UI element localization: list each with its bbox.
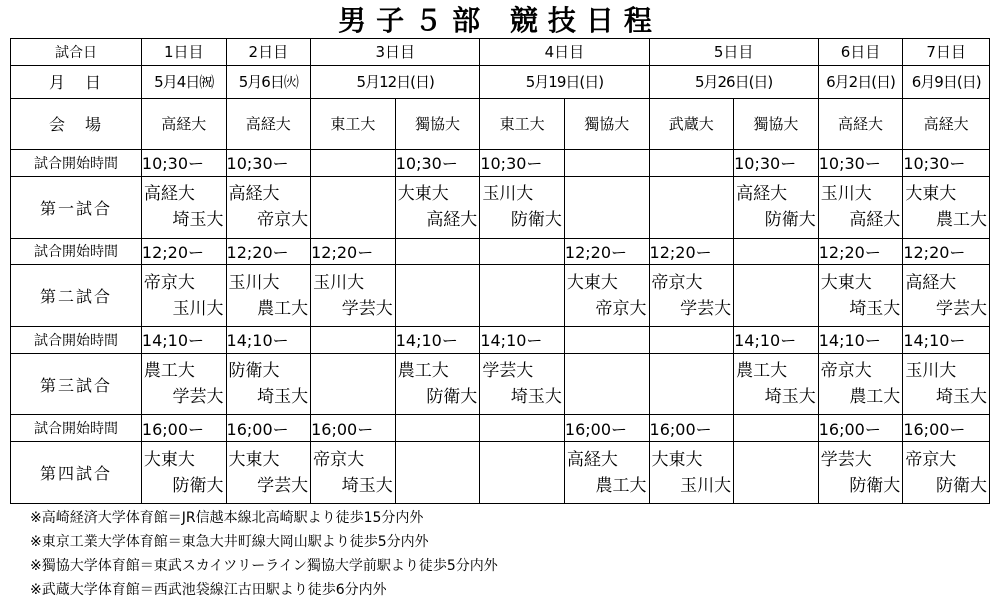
day-header: 2日目 [226, 39, 311, 66]
team-away: 学芸大 [257, 475, 309, 496]
time-label: 試合開始時間 [11, 415, 142, 442]
team-home: 農工大 [736, 361, 788, 382]
match-cell [649, 442, 734, 504]
match-cell [903, 176, 990, 238]
note-item: ※東京工業大学体育館＝東急大井町線大岡山駅より徒歩5分内外 [30, 534, 429, 550]
start-time-cell: 16;00ー [818, 415, 903, 442]
team-away: 防衛大 [936, 475, 987, 496]
start-time-cell: 14;10ー [734, 326, 819, 353]
day-label: 試合日 [11, 39, 142, 66]
team-away: 埼玉大 [936, 387, 987, 408]
match-cell [734, 176, 819, 238]
start-time-cell: 16;00ー [564, 415, 649, 442]
team-away: 埼玉大 [510, 387, 562, 408]
match-cell [480, 265, 565, 327]
match-cell [311, 353, 396, 415]
venue-cell: 東工大 [311, 98, 396, 149]
start-time-cell: 12;20ー [226, 238, 311, 265]
match-cell [395, 176, 480, 238]
time-label: 試合開始時間 [11, 326, 142, 353]
day-header: 5日目 [649, 39, 818, 66]
start-time-cell: 12;20ー [818, 238, 903, 265]
team-home: 農工大 [397, 361, 449, 382]
match-label: 第二試合 [11, 265, 142, 327]
date-header: 5月26日(日) [649, 65, 818, 98]
team-away: 防衛大 [764, 210, 816, 231]
match-cell [818, 353, 903, 415]
team-away: 埼玉大 [764, 387, 816, 408]
start-time-cell: 16;00ー [141, 415, 226, 442]
date-header: 5月6日㈫ [226, 65, 311, 98]
date-header: 6月2日(日) [818, 65, 903, 98]
team-away: 帝京大 [595, 298, 647, 319]
start-time-cell: 12;20ー [903, 238, 990, 265]
team-home: 大東大 [566, 272, 618, 293]
team-away: 農工大 [936, 210, 987, 231]
start-time-cell [564, 326, 649, 353]
start-time-cell: 14;10ー [480, 326, 565, 353]
day-header: 3日目 [311, 39, 480, 66]
team-home: 大東大 [143, 449, 195, 470]
team-home: 帝京大 [905, 449, 957, 470]
date-header: 6月9日(日) [903, 65, 990, 98]
team-away: 防衛大 [426, 387, 478, 408]
team-away: 玉川大 [172, 298, 224, 319]
match-cell [903, 265, 990, 327]
day-row [11, 39, 990, 66]
date-header: 5月12日(日) [311, 65, 480, 98]
match-cell [311, 176, 396, 238]
start-time-cell [734, 415, 819, 442]
team-home: 帝京大 [143, 272, 195, 293]
start-time-cell [395, 238, 480, 265]
match-cell [818, 265, 903, 327]
team-home: 防衛大 [228, 361, 280, 382]
start-time-cell: 12;20ー [311, 238, 396, 265]
day-header: 6日目 [818, 39, 903, 66]
time-label: 試合開始時間 [11, 150, 142, 177]
team-away: 埼玉大 [849, 298, 901, 319]
match-cell [141, 353, 226, 415]
date-header: 5月19日(日) [480, 65, 649, 98]
match-cell [226, 176, 311, 238]
start-time-cell: 10;30ー [480, 150, 565, 177]
team-away: 学芸大 [172, 387, 224, 408]
team-away: 防衛大 [849, 475, 901, 496]
match-cell [480, 442, 565, 504]
team-home: 玉川大 [313, 272, 365, 293]
team-away: 学芸大 [341, 298, 393, 319]
start-time-cell: 10;30ー [818, 150, 903, 177]
team-home: 大東大 [397, 184, 449, 205]
start-time-cell: 14;10ー [141, 326, 226, 353]
team-away: 高経大 [849, 210, 901, 231]
match-cell [818, 442, 903, 504]
match-cell [226, 353, 311, 415]
match-cell [564, 353, 649, 415]
start-time-cell: 14;10ー [226, 326, 311, 353]
start-time-cell: 16;00ー [649, 415, 734, 442]
start-time-cell [480, 415, 565, 442]
match-label: 第三試合 [11, 353, 142, 415]
time-label: 試合開始時間 [11, 238, 142, 265]
team-home: 高経大 [736, 184, 788, 205]
team-home: 農工大 [143, 361, 195, 382]
match-cell [226, 265, 311, 327]
venue-cell: 高経大 [818, 98, 903, 149]
team-home: 帝京大 [313, 449, 365, 470]
venue-cell: 高経大 [226, 98, 311, 149]
match-cell [903, 442, 990, 504]
team-away: 農工大 [595, 475, 647, 496]
venue-cell: 獨協大 [564, 98, 649, 149]
match-row [11, 265, 990, 327]
team-away: 農工大 [849, 387, 901, 408]
start-time-cell: 16;00ー [311, 415, 396, 442]
start-time-cell: 14;10ー [818, 326, 903, 353]
team-home: 帝京大 [820, 361, 872, 382]
start-time-cell: 10;30ー [395, 150, 480, 177]
team-home: 玉川大 [228, 272, 280, 293]
match-row [11, 176, 990, 238]
team-away: 防衛大 [172, 475, 224, 496]
match-cell [141, 176, 226, 238]
match-label: 第一試合 [11, 176, 142, 238]
venue-cell: 高経大 [141, 98, 226, 149]
match-cell [903, 353, 990, 415]
match-cell [311, 442, 396, 504]
team-away: 玉川大 [680, 475, 732, 496]
match-label: 第四試合 [11, 442, 142, 504]
team-home: 玉川大 [482, 184, 534, 205]
team-home: 高経大 [566, 449, 618, 470]
team-away: 農工大 [257, 298, 309, 319]
match-cell [480, 353, 565, 415]
time-row [11, 415, 990, 442]
team-home: 帝京大 [651, 272, 703, 293]
match-cell [649, 353, 734, 415]
match-cell [395, 442, 480, 504]
match-cell [141, 442, 226, 504]
match-cell [649, 176, 734, 238]
time-row [11, 326, 990, 353]
match-cell [480, 176, 565, 238]
date-row [11, 65, 990, 98]
start-time-cell: 10;30ー [141, 150, 226, 177]
start-time-cell: 12;20ー [649, 238, 734, 265]
team-away: 防衛大 [510, 210, 562, 231]
venue-cell: 獨協大 [395, 98, 480, 149]
match-cell [564, 265, 649, 327]
start-time-cell: 14;10ー [903, 326, 990, 353]
start-time-cell: 16;00ー [226, 415, 311, 442]
team-away: 帝京大 [257, 210, 309, 231]
start-time-cell [564, 150, 649, 177]
match-cell [311, 265, 396, 327]
team-home: 学芸大 [482, 361, 534, 382]
start-time-cell [311, 326, 396, 353]
date-header: 5月4日㈷ [141, 65, 226, 98]
team-home: 高経大 [905, 272, 957, 293]
team-home: 玉川大 [820, 184, 872, 205]
match-row [11, 353, 990, 415]
venue-cell: 東工大 [480, 98, 565, 149]
start-time-cell [311, 150, 396, 177]
start-time-cell: 14;10ー [395, 326, 480, 353]
match-cell [649, 265, 734, 327]
venue-cell: 獨協大 [734, 98, 819, 149]
match-cell [564, 176, 649, 238]
venue-notes [30, 506, 970, 602]
venue-label: 会 場 [11, 98, 142, 149]
start-time-cell [649, 326, 734, 353]
start-time-cell [395, 415, 480, 442]
page-title: 男子５部 競技日程 [338, 4, 662, 37]
match-cell [226, 442, 311, 504]
team-away: 埼玉大 [172, 210, 224, 231]
day-header: 1日目 [141, 39, 226, 66]
team-home: 大東大 [651, 449, 703, 470]
team-home: 玉川大 [905, 361, 957, 382]
team-away: 埼玉大 [257, 387, 309, 408]
match-cell [734, 265, 819, 327]
day-header: 7日目 [903, 39, 990, 66]
schedule-table [10, 38, 990, 504]
match-cell [564, 442, 649, 504]
team-home: 大東大 [820, 272, 872, 293]
team-home: 大東大 [228, 449, 280, 470]
start-time-cell: 10;30ー [226, 150, 311, 177]
note-item: ※獨協大学体育館＝東武スカイツリーライン獨協大学前駅より徒歩5分内外 [30, 558, 498, 574]
team-home: 高経大 [228, 184, 280, 205]
team-home: 学芸大 [820, 449, 872, 470]
match-cell [734, 442, 819, 504]
start-time-cell [649, 150, 734, 177]
venue-cell: 高経大 [903, 98, 990, 149]
team-home: 大東大 [905, 184, 957, 205]
time-row [11, 150, 990, 177]
start-time-cell: 12;20ー [141, 238, 226, 265]
note-item: ※高崎経済大学体育館＝JR信越本線北高崎駅より徒歩15分内外 [30, 510, 424, 526]
match-row [11, 442, 990, 504]
team-away: 学芸大 [680, 298, 732, 319]
venue-row [11, 98, 990, 149]
start-time-cell: 10;30ー [903, 150, 990, 177]
match-cell [141, 265, 226, 327]
match-cell [395, 353, 480, 415]
match-cell [818, 176, 903, 238]
match-cell [734, 353, 819, 415]
day-header: 4日目 [480, 39, 649, 66]
team-away: 埼玉大 [341, 475, 393, 496]
note-item: ※武蔵大学体育館＝西武池袋線江古田駅より徒歩6分内外 [30, 582, 387, 598]
team-away: 高経大 [426, 210, 478, 231]
time-row [11, 238, 990, 265]
start-time-cell [734, 238, 819, 265]
start-time-cell: 12;20ー [564, 238, 649, 265]
date-label: 月 日 [11, 65, 142, 98]
start-time-cell [480, 238, 565, 265]
team-away: 学芸大 [936, 298, 987, 319]
start-time-cell: 16;00ー [903, 415, 990, 442]
match-cell [395, 265, 480, 327]
venue-cell: 武蔵大 [649, 98, 734, 149]
start-time-cell: 10;30ー [734, 150, 819, 177]
team-home: 高経大 [143, 184, 195, 205]
